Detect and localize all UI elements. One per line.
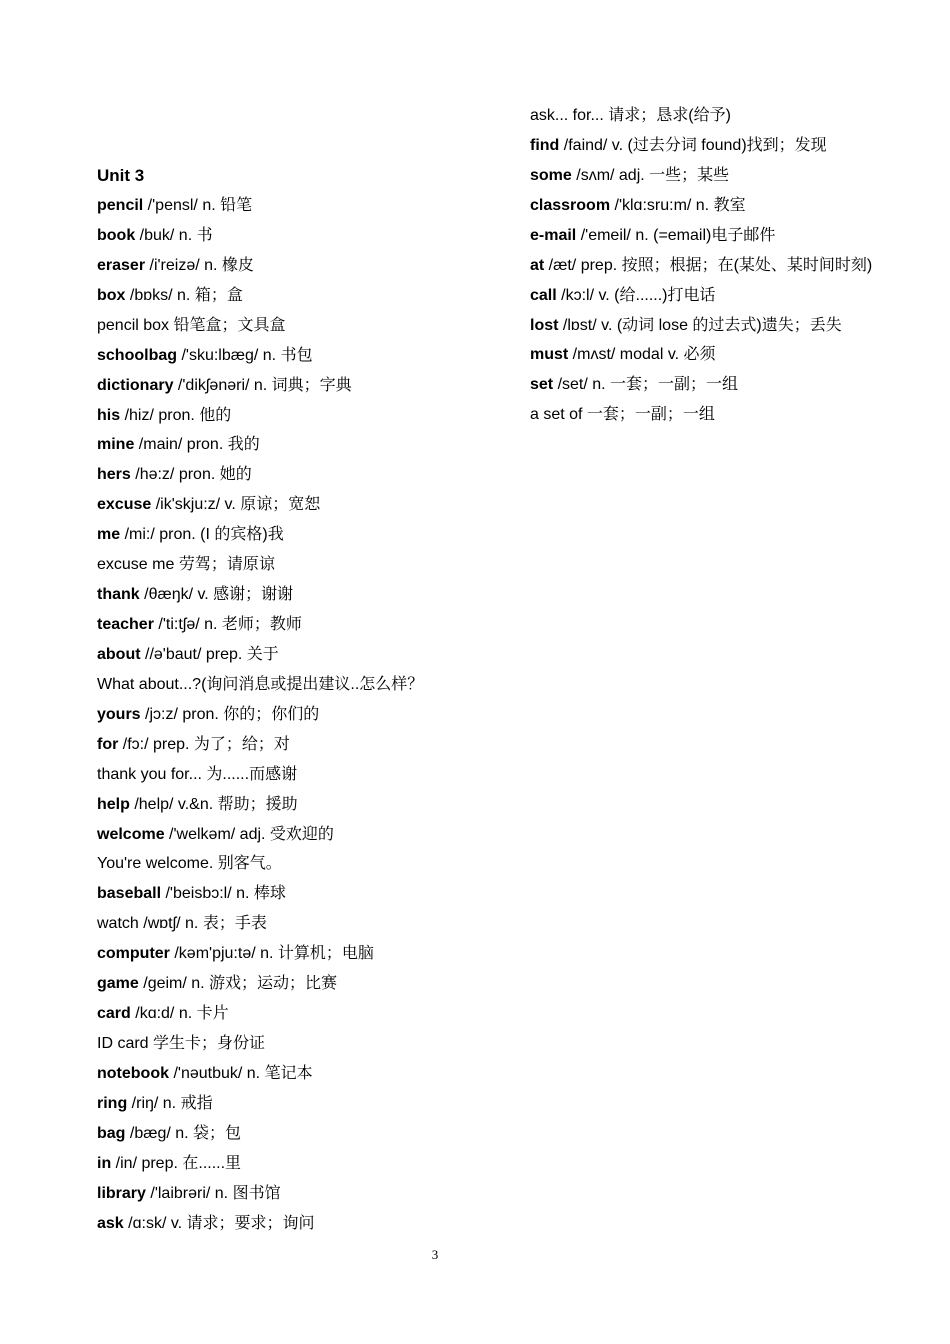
vocabulary-entry (97, 226, 213, 246)
entry-headword: his (97, 406, 121, 424)
vocabulary-entry (97, 495, 320, 515)
vocabulary-entry (97, 525, 284, 545)
entry-definition: /lɒst/ v. (动词 lose 的过去式)遗失；丢失 (558, 316, 842, 334)
vocabulary-entry (97, 615, 302, 635)
entry-headword: yours (97, 705, 141, 723)
entry-definition: /riŋ/ n. 戒指 (127, 1094, 213, 1112)
vocabulary-entry (530, 106, 731, 126)
vocabulary-entry (97, 884, 286, 904)
entry-headword: in (97, 1154, 112, 1172)
entry-headword: dictionary (97, 376, 174, 394)
vocabulary-entry (97, 1094, 213, 1114)
entry-definition: /help/ v.&n. 帮助；援助 (129, 795, 298, 813)
vocabulary-entry (530, 226, 775, 246)
entry-definition: /kəm'pju:tə/ n. 计算机；电脑 (169, 945, 374, 963)
entry-headword: classroom (530, 196, 611, 214)
vocabulary-entry (97, 286, 243, 306)
entry-headword: must (530, 346, 569, 364)
entry-definition: /in/ prep. 在......里 (111, 1154, 242, 1172)
vocabulary-entry (530, 405, 715, 425)
entry-definition: /'dikʃənəri/ n. 词典；字典 (173, 376, 352, 394)
entry-definition: /mi:/ pron. (I 的宾格)我 (120, 526, 284, 544)
entry-headword: hers (97, 466, 131, 484)
entry-headword: bag (97, 1124, 126, 1142)
vocabulary-entry (97, 1004, 229, 1024)
entry-headword: ring (97, 1094, 128, 1112)
entry-definition: /æt/ prep. 按照；根据；在(某处、某时间时刻) (544, 256, 873, 274)
entry-definition: /hiz/ pron. 他的 (120, 406, 232, 424)
entry-headword: for (97, 735, 119, 753)
entry-definition: /ik'skju:z/ v. 原谅；宽恕 (151, 496, 321, 514)
entry-definition: What about...?(询问消息或提出建议..怎么样？ (97, 675, 424, 693)
vocabulary-entry (530, 345, 716, 365)
entry-headword: excuse (97, 496, 152, 514)
entry-definition: /kɑ:d/ n. 卡片 (130, 1005, 229, 1023)
entry-headword: eraser (97, 256, 146, 274)
entry-headword: schoolbag (97, 346, 178, 364)
vocabulary-entry (97, 465, 252, 485)
vocabulary-entry (530, 316, 842, 336)
entry-headword: find (530, 136, 560, 154)
vocabulary-entry (97, 645, 279, 665)
entry-headword: teacher (97, 616, 154, 634)
vocabulary-entry (530, 256, 872, 276)
entry-definition: pencil box 铅笔盒；文具盒 (97, 316, 286, 334)
vocabulary-entry (97, 1154, 241, 1174)
entry-headword: baseball (97, 885, 162, 903)
entry-definition: /'pensl/ n. 铅笔 (143, 197, 253, 214)
entry-headword: library (97, 1184, 146, 1202)
vocabulary-entry (97, 705, 319, 725)
entry-headword: notebook (97, 1064, 169, 1082)
entry-headword: box (97, 286, 126, 304)
entry-definition: /hə:z/ pron. 她的 (130, 466, 252, 484)
vocabulary-entry (97, 435, 260, 455)
entry-definition: a set of 一套；一副；一组 (530, 406, 715, 424)
entry-definition: thank you for... 为......而感谢 (97, 765, 298, 783)
vocabulary-entry (97, 376, 352, 396)
vocabulary-entry (97, 675, 423, 695)
entry-definition: excuse me 劳驾；请原谅 (97, 556, 275, 574)
entry-definition: You're welcome. 别客气。 (97, 855, 282, 873)
entry-definition: //ə'baut/ prep. 关于 (140, 645, 279, 663)
vocabulary-entry (97, 735, 290, 755)
entry-headword: lost (530, 316, 559, 334)
vocabulary-entry (97, 346, 313, 366)
entry-definition: /'welkəm/ adj. 受欢迎的 (164, 825, 334, 843)
vocabulary-entry (530, 196, 746, 216)
entry-headword: at (530, 256, 545, 274)
vocabulary-entry (97, 1064, 313, 1084)
entry-headword: pencil (97, 197, 144, 214)
entry-definition: /buk/ n. 书 (135, 226, 213, 244)
vocabulary-entry (97, 914, 267, 934)
entry-headword: call (530, 286, 557, 304)
entry-definition: ID card 学生卡；身份证 (97, 1035, 266, 1053)
vocabulary-entry (97, 944, 374, 964)
entry-definition: /'sku:lbæg/ n. 书包 (177, 346, 313, 364)
entry-headword: some (530, 166, 572, 184)
entry-headword: welcome (97, 825, 165, 843)
entry-headword: book (97, 226, 136, 244)
vocabulary-entry (97, 825, 334, 845)
entry-headword: thank (97, 586, 140, 604)
entry-headword: e-mail (530, 226, 577, 244)
entry-definition: /jɔ:z/ pron. 你的；你们的 (140, 705, 320, 723)
vocabulary-entry (97, 974, 337, 994)
vocabulary-entry (97, 256, 254, 276)
entry-headword: me (97, 526, 121, 544)
vocabulary-entry (530, 166, 729, 186)
entry-definition: /'ti:tʃə/ n. 老师；教师 (153, 616, 302, 634)
entry-headword: ask (97, 1214, 124, 1232)
vocabulary-entry (97, 1214, 315, 1234)
vocabulary-entry (97, 854, 282, 874)
vocabulary-entry (97, 196, 252, 216)
entry-definition: /'klɑ:sru:m/ n. 教室 (610, 196, 746, 214)
entry-definition: /θæŋk/ v. 感谢；谢谢 (139, 586, 294, 604)
entry-definition: ask... for... 请求；恳求(给予) (530, 107, 731, 124)
vocabulary-entry (97, 765, 297, 785)
entry-definition: /fɔ:/ prep. 为了；给；对 (118, 735, 290, 753)
vocabulary-entry (97, 795, 298, 815)
entry-definition: /set/ n. 一套；一副；一组 (553, 376, 739, 394)
entry-headword: game (97, 975, 139, 993)
vocabulary-entry (530, 375, 738, 395)
entry-definition: watch /wɒtʃ/ n. 表；手表 (97, 915, 267, 933)
entry-headword: computer (97, 945, 170, 963)
vocabulary-entry (97, 555, 275, 575)
vocabulary-entry (97, 585, 293, 605)
vocabulary-entry (97, 406, 231, 426)
entry-headword: mine (97, 436, 135, 454)
entry-headword: about (97, 645, 141, 663)
entry-definition: /sʌm/ adj. 一些；某些 (571, 166, 730, 184)
entry-definition: /'laibrəri/ n. 图书馆 (145, 1184, 281, 1202)
entry-headword: card (97, 1005, 131, 1023)
entry-definition: /'nəutbuk/ n. 笔记本 (169, 1064, 313, 1082)
entry-definition: /main/ pron. 我的 (134, 436, 260, 454)
vocabulary-entry (97, 1184, 281, 1204)
entry-definition: /geim/ n. 游戏；运动；比赛 (138, 975, 338, 993)
entry-headword: help (97, 795, 130, 813)
entry-definition: /bæg/ n. 袋；包 (125, 1124, 242, 1142)
entry-definition: /ɑ:sk/ v. 请求；要求；询问 (123, 1214, 315, 1232)
vocabulary-entry (97, 316, 286, 336)
entry-definition: /mʌst/ modal v. 必须 (568, 346, 716, 364)
vocabulary-entry (530, 286, 716, 306)
entry-definition: /'emeil/ n. (=email)电子邮件 (576, 226, 776, 244)
entry-definition: /i'reizə/ n. 橡皮 (145, 256, 254, 274)
page-number: 3 (431, 1247, 439, 1262)
entry-headword: set (530, 376, 554, 394)
entry-definition: /faind/ v. (过去分词 found)找到；发现 (559, 136, 827, 154)
entry-definition: /bɒks/ n. 箱；盒 (125, 286, 243, 304)
unit-title: Unit 3 (97, 166, 145, 185)
vocabulary-entry (97, 1034, 265, 1054)
vocabulary-entry (97, 1124, 241, 1144)
entry-definition: /'beisbɔ:l/ n. 棒球 (161, 885, 286, 903)
vocabulary-entry (530, 136, 827, 156)
entry-definition: /kɔ:l/ v. (给......)打电话 (556, 286, 716, 304)
